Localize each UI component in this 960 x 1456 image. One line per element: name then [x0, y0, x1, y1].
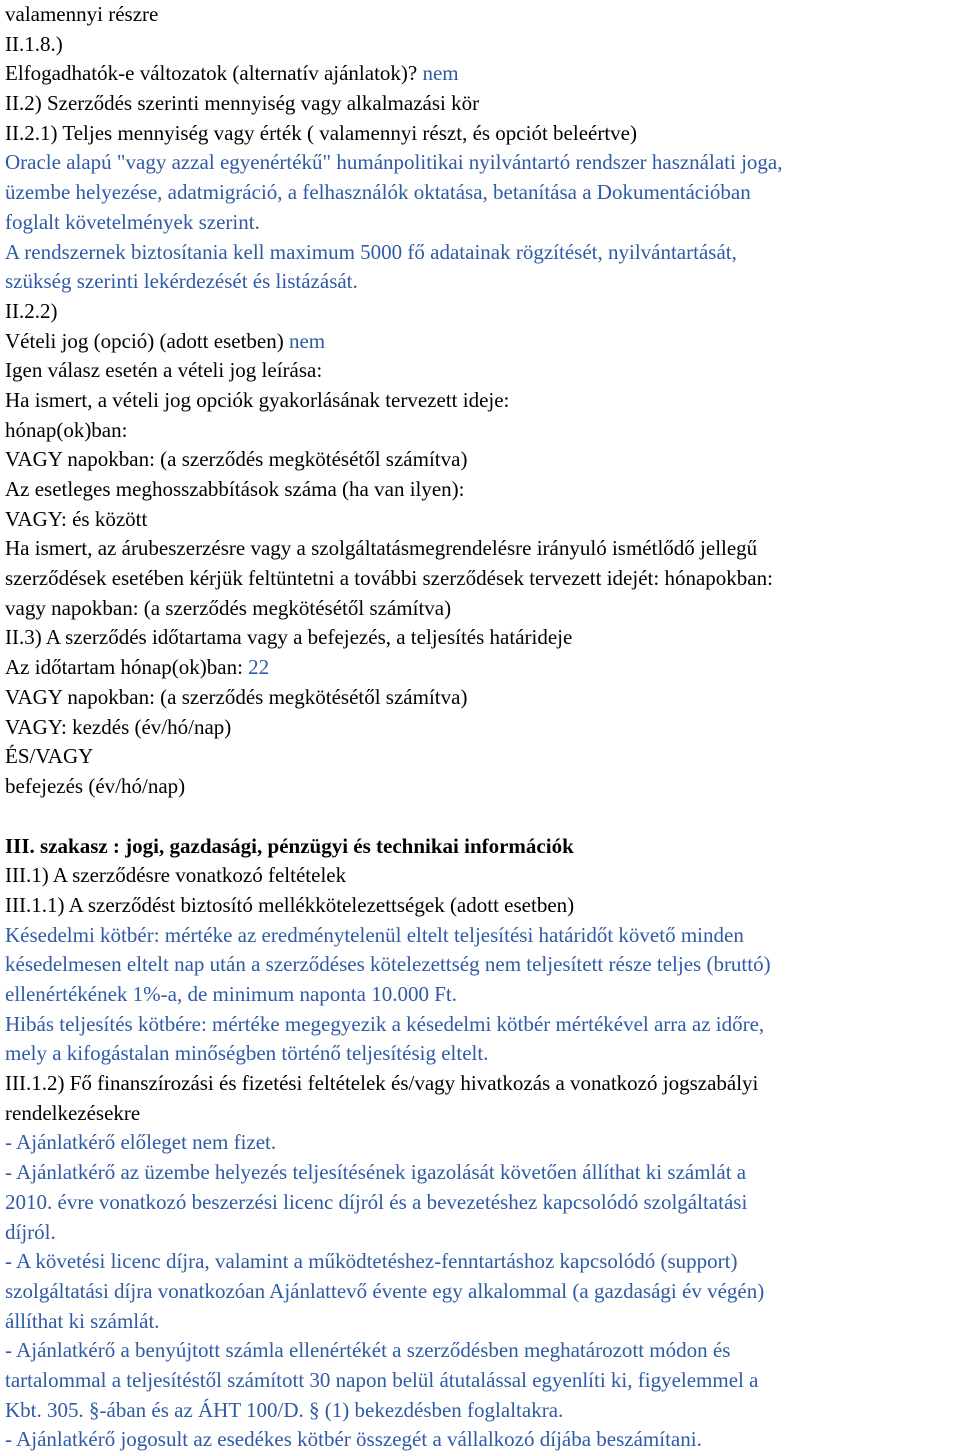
text-line — [5, 713, 960, 743]
filled-value-text: Hibás teljesítés kötbére: mértéke megegyezik a késedelmi kötbér mértékével arra az időre, — [5, 1011, 765, 1036]
text-line — [5, 327, 960, 357]
form-label-text: VAGY: és között — [5, 506, 148, 531]
text-line — [5, 416, 960, 446]
text-line — [5, 0, 960, 30]
text-line — [5, 208, 960, 238]
text-line — [5, 534, 960, 564]
text-line — [5, 238, 960, 268]
text-line — [5, 475, 960, 505]
text-line — [5, 386, 960, 416]
form-label-text: II.2.2) — [5, 298, 58, 323]
text-line — [5, 921, 960, 951]
text-line — [5, 980, 960, 1010]
form-label-text: hónap(ok)ban: — [5, 417, 128, 442]
filled-value-text: 2010. évre vonatkozó beszerzési licenc díjról és a bevezetéshez kapcsolódó szolgáltatási — [5, 1189, 748, 1214]
filled-value-text: Oracle alapú "vagy azzal egyenértékű" humánpolitikai nyilvántartó rendszer használati joga, — [5, 150, 783, 175]
form-label-text: Igen válasz esetén a vételi jog leírása: — [5, 358, 323, 383]
text-line — [5, 1396, 960, 1426]
filled-value-text: A rendszernek biztosítania kell maximum 5000 fő adatainak rögzítését, nyilvántartását, — [5, 239, 737, 264]
text-line — [5, 772, 960, 802]
text-line — [5, 742, 960, 772]
text-line — [5, 653, 960, 683]
text-line — [5, 683, 960, 713]
form-label-text: Vételi jog (opció) (adott esetben) — [5, 328, 289, 353]
text-line — [5, 30, 960, 60]
filled-value-text: mely a kifogástalan minőségben történő teljesítésig eltelt. — [5, 1041, 489, 1066]
filled-value-text: ellenértékének 1%-a, de minimum naponta 10.000 Ft. — [5, 982, 457, 1006]
text-line — [5, 59, 960, 89]
filled-value-text: Késedelmi kötbér: mértéke az eredménytelenül eltelt teljesítési határidőt követő minden — [5, 922, 744, 947]
filled-value-text: - Ajánlatkérő az üzembe helyezés teljesítésének igazolását követően állíthat ki számlát a — [5, 1160, 747, 1185]
form-label-text: III.1.1) A szerződést biztosító mellékkötelezettségek (adott esetben) — [5, 892, 575, 917]
text-line — [5, 119, 960, 149]
form-label-text: III.1) A szerződésre vonatkozó feltételek — [5, 863, 347, 888]
text-line — [5, 564, 960, 594]
text-line — [5, 1366, 960, 1396]
text-line — [5, 1188, 960, 1218]
filled-value-text: - Ajánlatkérő előleget nem fizet. — [5, 1130, 277, 1155]
text-line — [5, 1158, 960, 1188]
text-line — [5, 505, 960, 535]
filled-value-text: foglalt követelmények szerint. — [5, 209, 260, 234]
form-label-text: Ha ismert, az árubeszerzésre vagy a szolgáltatásmegrendelésre irányuló ismétlődő jellegű — [5, 536, 758, 561]
filled-value-text: díjról. — [5, 1219, 56, 1244]
filled-value-text: - Ajánlatkérő a benyújtott számla ellenértékét a szerződésben meghatározott módon és — [5, 1338, 731, 1363]
filled-value-text: - Ajánlatkérő jogosult az esedékes kötbér összegét a vállalkozó díjába beszámítani. — [5, 1427, 702, 1452]
form-label-text: VAGY: kezdés (év/hó/nap) — [5, 714, 232, 739]
form-label-text: II.1.8.) — [5, 31, 63, 56]
text-line — [5, 445, 960, 475]
filled-value-text: állíthat ki számlát. — [5, 1308, 160, 1333]
section-spacer — [5, 802, 960, 832]
section-heading-III: III. szakasz : jogi, gazdasági, pénzügyi és technikai információk — [5, 833, 574, 858]
text-line — [5, 1277, 960, 1307]
form-label-text: II.3) A szerződés időtartama vagy a befejezés, a teljesítés határideje — [5, 625, 573, 650]
text-line — [5, 594, 960, 624]
document-page — [5, 0, 960, 1455]
text-line — [5, 623, 960, 653]
text-line — [5, 861, 960, 891]
form-label-text: VAGY napokban: (a szerződés megkötésétől számítva) — [5, 684, 468, 709]
form-label-text: VAGY napokban: (a szerződés megkötésétől számítva) — [5, 447, 468, 472]
filled-value-text: Kbt. 305. §-ában és az ÁHT 100/D. § (1) bekezdésben foglaltakra. — [5, 1397, 564, 1422]
text-line — [5, 297, 960, 327]
filled-value-text: szükség szerinti lekérdezését és listázását. — [5, 269, 358, 294]
filled-value-text: nem — [288, 328, 326, 353]
filled-value-text: üzembe helyezése, adatmigráció, a felhasználók oktatása, betanítása a Dokumentációban — [5, 180, 751, 205]
text-line — [5, 89, 960, 119]
filled-value-text: nem — [422, 61, 459, 86]
text-line — [5, 267, 960, 297]
form-label-text: szerződések esetében kérjük feltüntetni a további szerződések tervezett idejét: hónapokban: — [5, 566, 773, 591]
text-line — [5, 1010, 960, 1040]
text-line — [5, 950, 960, 980]
filled-value-text: - A követési licenc díjra, valamint a működtetéshez-fenntartáshoz kapcsolódó (support) — [5, 1249, 738, 1274]
filled-value-text: 22 — [248, 655, 270, 680]
document-body-part-2 — [5, 861, 960, 1455]
text-line — [5, 1039, 960, 1069]
form-label-text: ÉS/VAGY — [5, 744, 94, 769]
text-line — [5, 1099, 960, 1129]
text-line — [5, 178, 960, 208]
filled-value-text: szolgáltatási díjra vonatkozóan Ajánlattevő évente egy alkalommal (a gazdasági év végén) — [5, 1278, 765, 1303]
form-label-text: valamennyi részre — [5, 2, 159, 26]
form-label-text: vagy napokban: (a szerződés megkötésétől számítva) — [5, 595, 452, 620]
filled-value-text: késedelmesen eltelt nap után a szerződéses kötelezettség nem teljesített része teljes (bruttó) — [5, 952, 771, 977]
text-line — [5, 148, 960, 178]
text-line — [5, 1128, 960, 1158]
text-line — [5, 1247, 960, 1277]
form-label-text: rendelkezésekre — [5, 1100, 141, 1125]
text-line — [5, 356, 960, 386]
form-label-text: Ha ismert, a vételi jog opciók gyakorlásának tervezett ideje: — [5, 387, 510, 412]
text-line — [5, 1425, 960, 1455]
form-label-text: Az időtartam hónap(ok)ban: — [5, 655, 249, 680]
form-label-text: II.2) Szerződés szerinti mennyiség vagy alkalmazási kör — [5, 91, 480, 116]
text-line — [5, 1307, 960, 1337]
form-label-text: III.1.2) Fő finanszírozási és fizetési feltételek és/vagy hivatkozás a vonatkozó jogszabályi — [5, 1071, 759, 1096]
filled-value-text: tartalommal a teljesítéstől számított 30 napon belül átutalással egyenlíti ki, figyelemmel a — [5, 1367, 759, 1392]
text-line — [5, 891, 960, 921]
form-label-text: befejezés (év/hó/nap) — [5, 773, 186, 798]
form-label-text: Az esetleges meghosszabbítások száma (ha van ilyen): — [5, 477, 465, 501]
text-line — [5, 1218, 960, 1248]
document-body-part-1 — [5, 0, 960, 802]
form-label-text: II.2.1) Teljes mennyiség vagy érték ( valamennyi részt, és opciót beleértve) — [5, 120, 637, 145]
text-line — [5, 1069, 960, 1099]
text-line — [5, 1336, 960, 1366]
form-label-text: Elfogadhatók-e változatok (alternatív ajánlatok)? — [5, 61, 423, 86]
